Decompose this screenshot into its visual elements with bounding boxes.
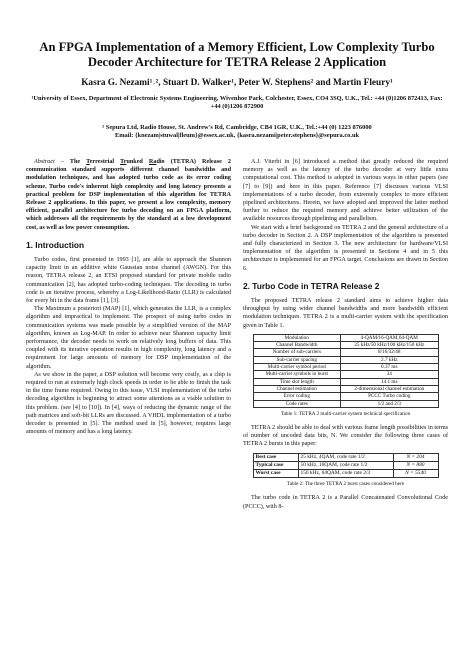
table-cell: 150 kHz, 64QAM, code rate 2/3 xyxy=(298,470,393,478)
table-cell: 50 kHz, 16QAM, code rate 1/2 xyxy=(298,461,393,469)
left-column xyxy=(26,158,231,437)
table-cell: PCCC Turbo coding xyxy=(341,393,438,400)
acronym-letter-ra: Ra xyxy=(148,159,157,165)
table-row xyxy=(253,385,438,392)
intro-paragraph-5: We start with a brief background on TETRA 2 and the general architecture of a turbo decoder in Section 2. A DSP implementation of the algorithm is presented and fully characterized in Section 3. The new architecture for hardware/VLSI implementation of the algorithm is presented in Sections 4 and in 5 this architecture is implemented for an FPGA target. Conclusions are drawn in Section 6. xyxy=(243,224,448,272)
abstract-body: (TETRA) Release 2 communication standard supports different channel bandwidths and modulation techniques, and has adopted turbo code as its error coding scheme. Turbo code's inherent high complexity and long latency presents a practical problem for DSP implementation of this algorithm for TETRA Release 2 applications. In this paper, we present a low complexity, memory efficient, parallel architecture for turbo decoding on an FPGA platform, which addresses all the requirements by the standard at a low development cost, as well as low power consumption. xyxy=(26,159,231,231)
table-cell: Worst case xyxy=(253,470,298,478)
intro-paragraph-4: A.J. Viterbi in [6] introduced a method that greatly reduced the required memory as well as the latency of the turbo decoder at very little extra computational cost. This method is adopted in various ways in other papers (see [7] to [9]) and here in this paper. Reference [7] discusses various VLSI implementations of a turbo decoder, from extremely complex to more efficient pipelined architectures. Herein, we have adopted and improved the latter method further to reduce the required memory and achieve better utilization of the available resources through pipelining and parallelism. xyxy=(243,159,448,223)
table-cell: Channel estimation xyxy=(253,385,341,392)
table-cell: N = 204 xyxy=(393,453,438,461)
table-row xyxy=(253,378,438,385)
abstract xyxy=(26,158,231,232)
table-cell: 25 kHz/50 kHz/100 kHz/150 kHz xyxy=(341,342,438,349)
affiliation-essex: ¹University of Essex, Department of Electronic Systems Engineering, Wivenhoe Park, Colchester, Essex, CO4 3SQ, U.K., Tel.: +44 (0)1206 872413, Fax: +44 (0)1206 872900 xyxy=(31,95,443,111)
table-cell: 8/16/32/48 xyxy=(341,349,438,356)
burst-cases-table xyxy=(253,453,439,479)
table-cell: Code rates xyxy=(253,400,341,407)
table-cell: 34 xyxy=(341,371,438,378)
abstract-the: The xyxy=(69,159,81,165)
section2-paragraph-1: The proposed TETRA release 2 standard aims to achieve higher data throughput by using wider channel bandwidths and more bandwidth efficient modulation techniques. TETRA 2 is a multi-carrier system with the specification given in Table 1. xyxy=(243,298,448,329)
section2-paragraph-3: The turbo code in TETRA 2 is a Parallel Concatenated Convolutional Code (PCCC), with 8- xyxy=(243,495,448,510)
table-cell: Best case xyxy=(253,453,298,461)
affiliation-sepura-address: ² Sepura Ltd, Radio House, St. Andrew's Rd, Cambridge, CB4 1GR, U.K., Tel.:+44 (0) 1223 876000 xyxy=(102,124,372,131)
author-list: Kasra G. Nezami¹˒², Stuart D. Walker¹, Peter W. Stephens² and Martin Fleury¹ xyxy=(81,78,393,88)
acronym-rest-t: errestrial xyxy=(89,159,115,165)
table-row xyxy=(253,470,438,478)
table-cell: Number of sub-carriers xyxy=(253,349,341,356)
intro-paragraph-2: The Maximum a posteriori (MAP) [1], which generates the LLR, is a complex algorithm and impractical to implement. The prospect of using turbo codes in communication systems was made possible by a simplified version of the MAP algorithm, known as Log-MAP. In order to achieve near Shannon capacity limit performance, the decoder needs to work on relatively long buffers of data. This coupled with its iterative operation results in high complexity, long latency and a requirement for large amounts of memory for DSP implementation of the algorithm. xyxy=(26,306,231,370)
table-cell: Modulation xyxy=(253,334,341,341)
table-row xyxy=(253,364,438,371)
table-cell: 2-dimensional channel estimation xyxy=(341,385,438,392)
table-cell: 25 kHz, 4QAM, code rate 1/2 xyxy=(298,453,393,461)
table-cell: 1/2 and 2/3 xyxy=(341,400,438,407)
table-cell: Time slot length xyxy=(253,378,341,385)
section2-paragraph-2: TETRA 2 should be able to deal with various frame length possibilities in terms of number of uncoded data bits, N. We consider the following three cases of TETRA 2 bursts in this paper: xyxy=(243,425,448,448)
table-cell: Multi-carrier symbol period xyxy=(253,364,341,371)
affiliation-sepura xyxy=(30,124,444,141)
intro-paragraph-1: Turbo codes, first presented in 1993 [1], are able to approach the Shannon capacity limit in an additive white Gaussian noise channel (AWGN). For this reason, TETRA release 2, an ETSI proposed standard for private mobile radio communication [2], has adopted turbo-coding techniques. The decoding in turbo code is an iterative process, whereby a Log-Likelihood-Ratio (LLR) is calculated for every bit in the data frame [1], [3]. xyxy=(26,257,231,305)
paper-title: An FPGA Implementation of a Memory Efficient, Low Complexity Turbo Decoder Architecture for TETRA Release 2 Application xyxy=(39,40,435,69)
table-cell: 0.37 ms xyxy=(341,364,438,371)
table-cell: Sub-carrier spacing xyxy=(253,356,341,363)
table-row xyxy=(253,334,438,341)
spec-table xyxy=(253,334,439,408)
table-row xyxy=(253,356,438,363)
table-row xyxy=(253,349,438,356)
section-heading-turbo-code: 2. Turbo Code in TETRA Release 2 xyxy=(243,280,380,291)
table2-caption: Table 2: The three TETRA 2 burst cases considered here xyxy=(286,481,405,488)
abstract-lead: Abstract – xyxy=(34,159,64,165)
table-cell: 4-QAM/16-QAM,64-QAM xyxy=(341,334,438,341)
table-cell: N = 5540 xyxy=(393,470,438,478)
intro-paragraph-3: As we show in the paper, a DSP solution will become very costly, as a chip is required to run at extremely high clock speeds in order to be able to finish the task in the time frame required. Owing to this issue, VLSI implementation of the turbo decoding algorithm is beginning to attract some attentions as a viable solution to this problem. (see [4] to [10]). In [4], ways of reducing the dynamic range of the path matrices and soft-bit LLRs are discussed. A VHDL implementation of a turbo decoder is presented in [5]. The method used in [5], however, requires large amounts of memory and has a long latency. xyxy=(26,371,231,436)
table-cell: N = 880 xyxy=(393,461,438,469)
table-row xyxy=(253,400,438,407)
table-cell: Multi-carrier symbols in burst xyxy=(253,371,341,378)
acronym-letter-t: T xyxy=(86,159,90,165)
acronym-rest-tr: unked xyxy=(126,159,143,165)
acronym-letter-tr: Tr xyxy=(120,159,127,165)
table-cell: Typical case xyxy=(253,461,298,469)
table1-caption: Table 1: TETRA 2 multi-carrier system technical specification xyxy=(280,410,411,417)
acronym-rest-ra: dio xyxy=(156,159,165,165)
table-row xyxy=(253,453,438,461)
table-cell: 2.7 kHz xyxy=(341,356,438,363)
author-emails: Email: {knezam|stuwal|fleum}@essex.ac.uk, {kasra.nezami|peter.stephens}@sepura.co.uk xyxy=(114,132,360,140)
table-row xyxy=(253,393,438,400)
table-row xyxy=(253,371,438,378)
section-heading-introduction: 1. Introduction xyxy=(26,239,85,250)
table-cell: 14.1 ms xyxy=(341,378,438,385)
table-row xyxy=(253,342,438,349)
table-cell: Error coding xyxy=(253,393,341,400)
table-cell: Channel Bandwidth xyxy=(253,342,341,349)
table-row xyxy=(253,461,438,469)
right-column xyxy=(243,158,448,511)
